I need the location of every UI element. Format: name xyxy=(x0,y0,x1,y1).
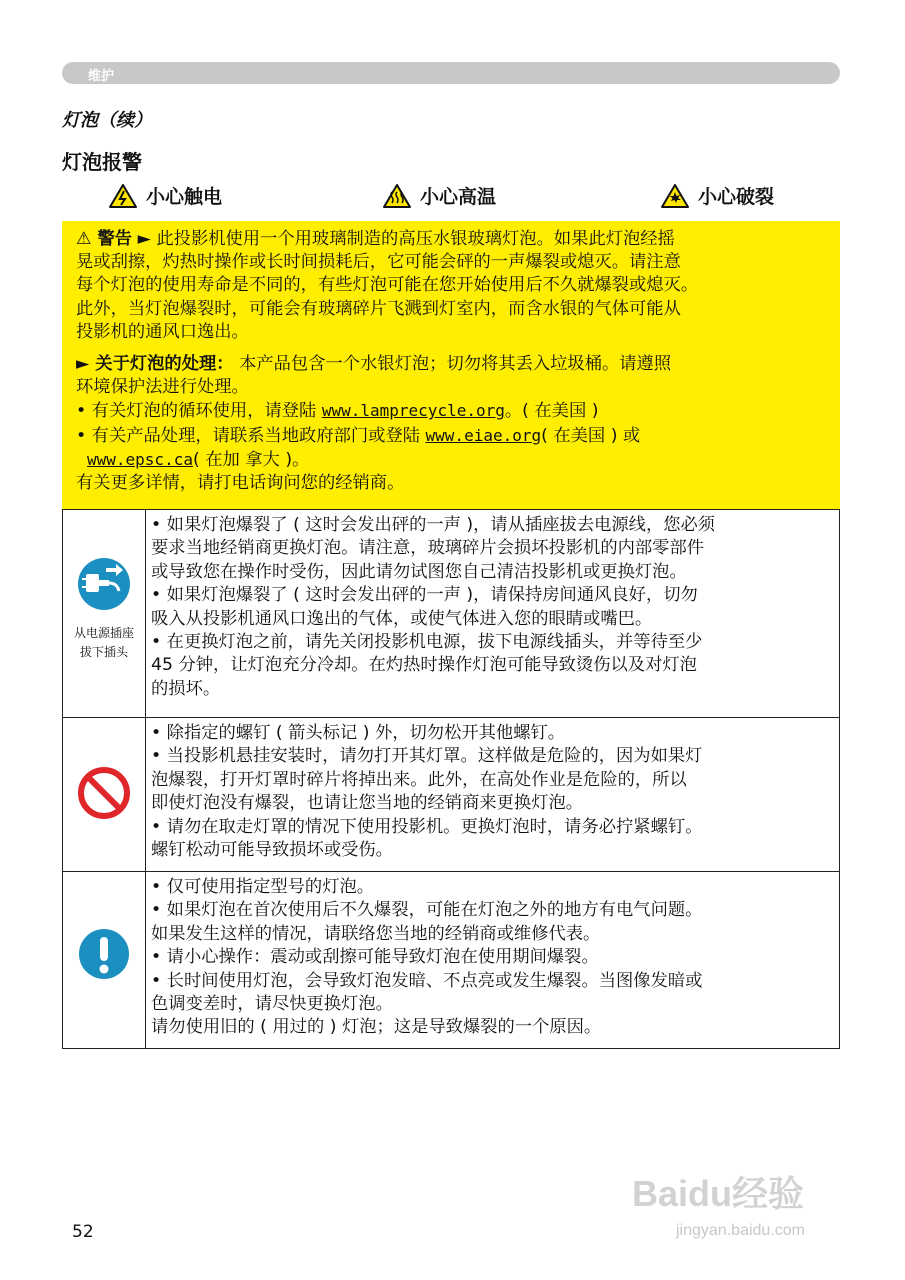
caution-high-temperature: 小心高温 xyxy=(382,182,496,209)
burst-warning-icon xyxy=(660,183,690,209)
hot-surface-warning-icon xyxy=(382,183,412,209)
eiae-link[interactable]: www.eiae.org xyxy=(425,425,542,445)
row-text: • 仅可使用指定型号的灯泡。 • 如果灯泡在首次使用后不久爆裂，可能在灯泡之外的地方有电气问题。 如果发生这样的情况，请联络您当地的经销商或维修代表。 • 请小心操作：震动或刮擦可能导致灯泡在使用期间爆裂。 • 长时间使用灯泡，会导致灯泡发暗、不点亮或发生爆裂。当图像发暗或 色调变差时，请尽快更换灯泡。 请勿使用旧的 ( 用过的 ) 灯泡；这是导致爆裂的一个原因。 xyxy=(151,877,703,1038)
warning-line: 晃或刮擦，灼热时操作或长时间损耗后，它可能会砰的一声爆裂或熄灭。请注意 xyxy=(76,252,681,273)
warning-box xyxy=(62,221,840,509)
warning-line: 此投影机使用一个用玻璃制造的高压水银玻璃灯泡。如果此灯泡经摇 xyxy=(156,229,675,249)
subtitle: 灯泡（续） xyxy=(62,110,152,131)
disposal-title: ► 关于灯泡的处理： xyxy=(76,354,234,375)
icon-label: 从电源插座 xyxy=(73,626,134,640)
row-text: • 除指定的螺钉 ( 箭头标记 ) 外，切勿松开其他螺钉。 • 当投影机悬挂安装时，请勿打开其灯罩。这样做是危险的，因为如果灯 泡爆裂，打开灯罩时碎片将掉出来。此外，在高处作业是危险的，所以 即使灯泡没有爆裂，也请让您当地的经销商来更换灯泡。 • 请勿在取走灯罩的情况下使用投影机。更换灯泡时，请务必拧紧螺钉。 螺钉松动可能导致损坏或受伤。 xyxy=(151,723,703,861)
page-title: 灯泡报警 xyxy=(62,150,142,174)
prohibited-icon xyxy=(77,766,131,820)
watermark-url: jingyan.baidu.com xyxy=(676,1222,805,1239)
warning-paragraph xyxy=(76,228,826,344)
warning-line: 此外，当灯泡爆裂时，可能会有玻璃碎片飞溅到灯室内，而含水银的气体可能从 xyxy=(76,298,681,319)
warning-arrow: ► xyxy=(137,229,151,249)
electric-shock-warning-icon xyxy=(108,183,138,209)
table-row xyxy=(63,717,839,871)
warning-line: 投影机的通风口逸出。 xyxy=(76,321,249,342)
caution-burst: 小心破裂 xyxy=(660,182,774,209)
epsc-link[interactable]: www.epsc.ca xyxy=(87,449,193,469)
section-header-bar xyxy=(62,62,840,84)
table-row xyxy=(63,510,839,717)
disposal-paragraph: ► 关于灯泡的处理： 本产品包含一个水银灯泡；切勿将其丢入垃圾桶。请遵照 环境保护法进行处理。 • 有关灯泡的循环使用，请登陆 www.lamprecycle.org。( 在美国 ) • 有关产品处理，请联系当地政府部门或登陆 www.eiae.org( 在美国 ) 或 www.epsc.ca( 在加 拿大 )。 有关更多详情，请打电话询问您的经销商。 xyxy=(76,354,672,494)
watermark-logo: Baidu经验 xyxy=(632,1173,805,1214)
row-text: • 如果灯泡爆裂了 ( 这时会发出砰的一声 )，请从插座拔去电源线，您必须 要求当地经销商更换灯泡。请注意，玻璃碎片会损坏投影机的内部零部件 或导致您在操作时受伤，因此请勿试图您自己清洁投影机或更换灯泡。 • 如果灯泡爆裂了 ( 这时会发出砰的一声 )，请保持房间通风良好，切勿 吸入从投影机通风口逸出的气体，或使气体进入您的眼睛或嘴巴。 • 在更换灯泡之前，请先关闭投影机电源，拔下电源线插头，并等待至少 45 分钟，让灯泡充分冷却。在灼热时操作灯泡可能导致烫伤以及对灯泡 的损坏。 xyxy=(151,515,716,699)
section-title: 维护 xyxy=(88,69,115,84)
unplug-icon xyxy=(76,556,132,612)
warning-badge: ⚠ 警告 xyxy=(76,229,133,249)
caution-electric-shock: 小心触电 xyxy=(108,182,222,209)
lamprecycle-link[interactable]: www.lamprecycle.org xyxy=(321,401,505,421)
exclamation-icon xyxy=(77,927,131,981)
warning-footer: 有关更多详情，请打电话询问您的经销商。 xyxy=(76,473,405,494)
icon-label: 拔下插头 xyxy=(79,645,128,659)
instructions-table xyxy=(62,509,840,1049)
table-row xyxy=(63,871,839,1048)
warning-line: 每个灯泡的使用寿命是不同的，有些灯泡可能在您开始使用后不久就爆裂或熄灭。 xyxy=(76,275,699,296)
page-number: 52 xyxy=(72,1222,94,1242)
